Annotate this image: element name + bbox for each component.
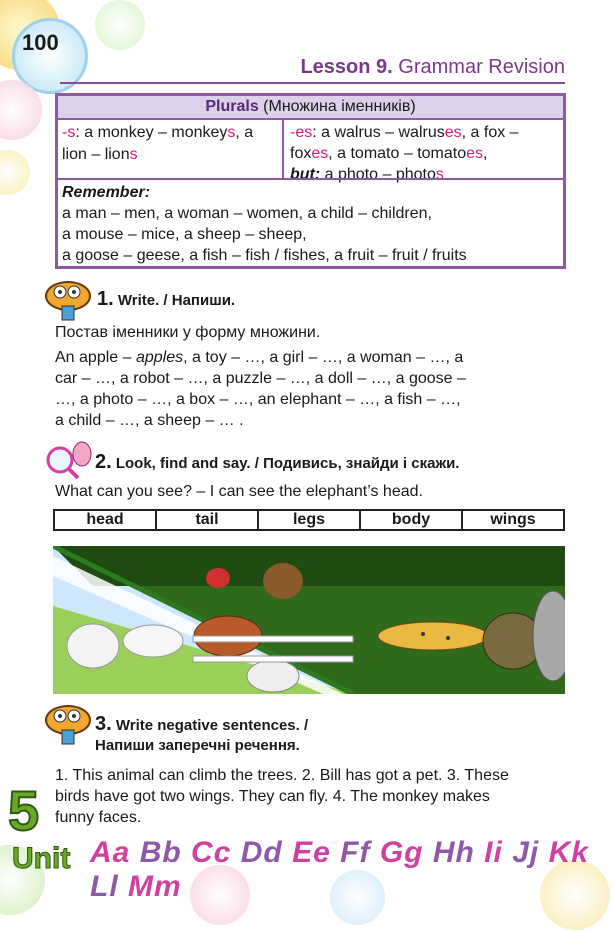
- plurals-rule-s: -s: a monkey – monkeys, a lion – lions: [58, 120, 284, 178]
- alphabet-strip: Aa Bb Cc Dd Ee Ff Gg Hh Ii Jj Kk Ll Mm: [90, 836, 589, 903]
- remember-line: a goose – geese, a fish – fish / fishes, a fruit – fruit / fruits: [62, 247, 467, 264]
- plurals-title: Plurals: [205, 98, 259, 115]
- word-cell: wings: [490, 511, 536, 528]
- decor-bubble: [0, 150, 30, 195]
- remember-line: a man – men, a woman – women, a child – children,: [62, 205, 432, 222]
- magnifier-character-icon: [44, 440, 94, 480]
- pencil-character-icon: [40, 700, 96, 746]
- ex1-title: 1. Write. / Напиши.: [97, 288, 236, 310]
- page-number: 100: [22, 30, 59, 55]
- plurals-rule-es: -es: a walrus – walruses, a fox – foxes, a tomato – tomatoes, but: a photo – photos: [290, 124, 519, 183]
- ex1-text: An apple – apples, a toy – …, a girl – …, a woman – …, a car – …, a robot – …, a puzzle – …, a doll – …, a goose – …, a photo – …, a box – …, an elephant – …, a fish – …, a child – …, a sheep – … .: [55, 349, 466, 429]
- remember-line: a mouse – mice, a sheep – sheep,: [62, 226, 307, 243]
- decor-bubble: [95, 0, 145, 50]
- plurals-header: [58, 96, 563, 120]
- unit-label: Unit: [12, 842, 71, 875]
- farm-jungle-illustration: [53, 546, 565, 694]
- ex3-text: 1. This animal can climb the trees. 2. Bill has got a pet. 3. These birds have got two wings. They can fly. 4. The monkey makes funny faces.: [55, 767, 509, 826]
- header-divider: [60, 82, 565, 84]
- lesson-title: [300, 56, 565, 79]
- remember-label: Remember:: [62, 184, 151, 201]
- plurals-box: [55, 93, 566, 269]
- word-cell: head: [55, 511, 157, 529]
- plurals-subtitle: (Множина іменників): [258, 98, 416, 115]
- unit-number: 5: [8, 779, 40, 842]
- ex3-title-ua: Напиши заперечні речення.: [95, 737, 300, 754]
- pencil-character-icon: [40, 276, 96, 322]
- word-table: [53, 509, 565, 531]
- remember-section: [58, 178, 563, 268]
- word-cell: tail: [157, 511, 259, 529]
- word-cell: body: [361, 511, 463, 529]
- ex3-title: 3. Write negative sentences. /: [95, 713, 309, 735]
- ex2-title: 2. Look, find and say. / Подивись, знайди і скажи.: [95, 451, 460, 473]
- word-cell: legs: [259, 511, 361, 529]
- lesson-number: Lesson 9.: [300, 56, 393, 78]
- ex2-prompt: What can you see? – I can see the elephant’s head.: [55, 483, 423, 500]
- ex1-instruction: Постав іменники у форму множини.: [55, 324, 321, 341]
- lesson-name: Grammar Revision: [392, 56, 565, 78]
